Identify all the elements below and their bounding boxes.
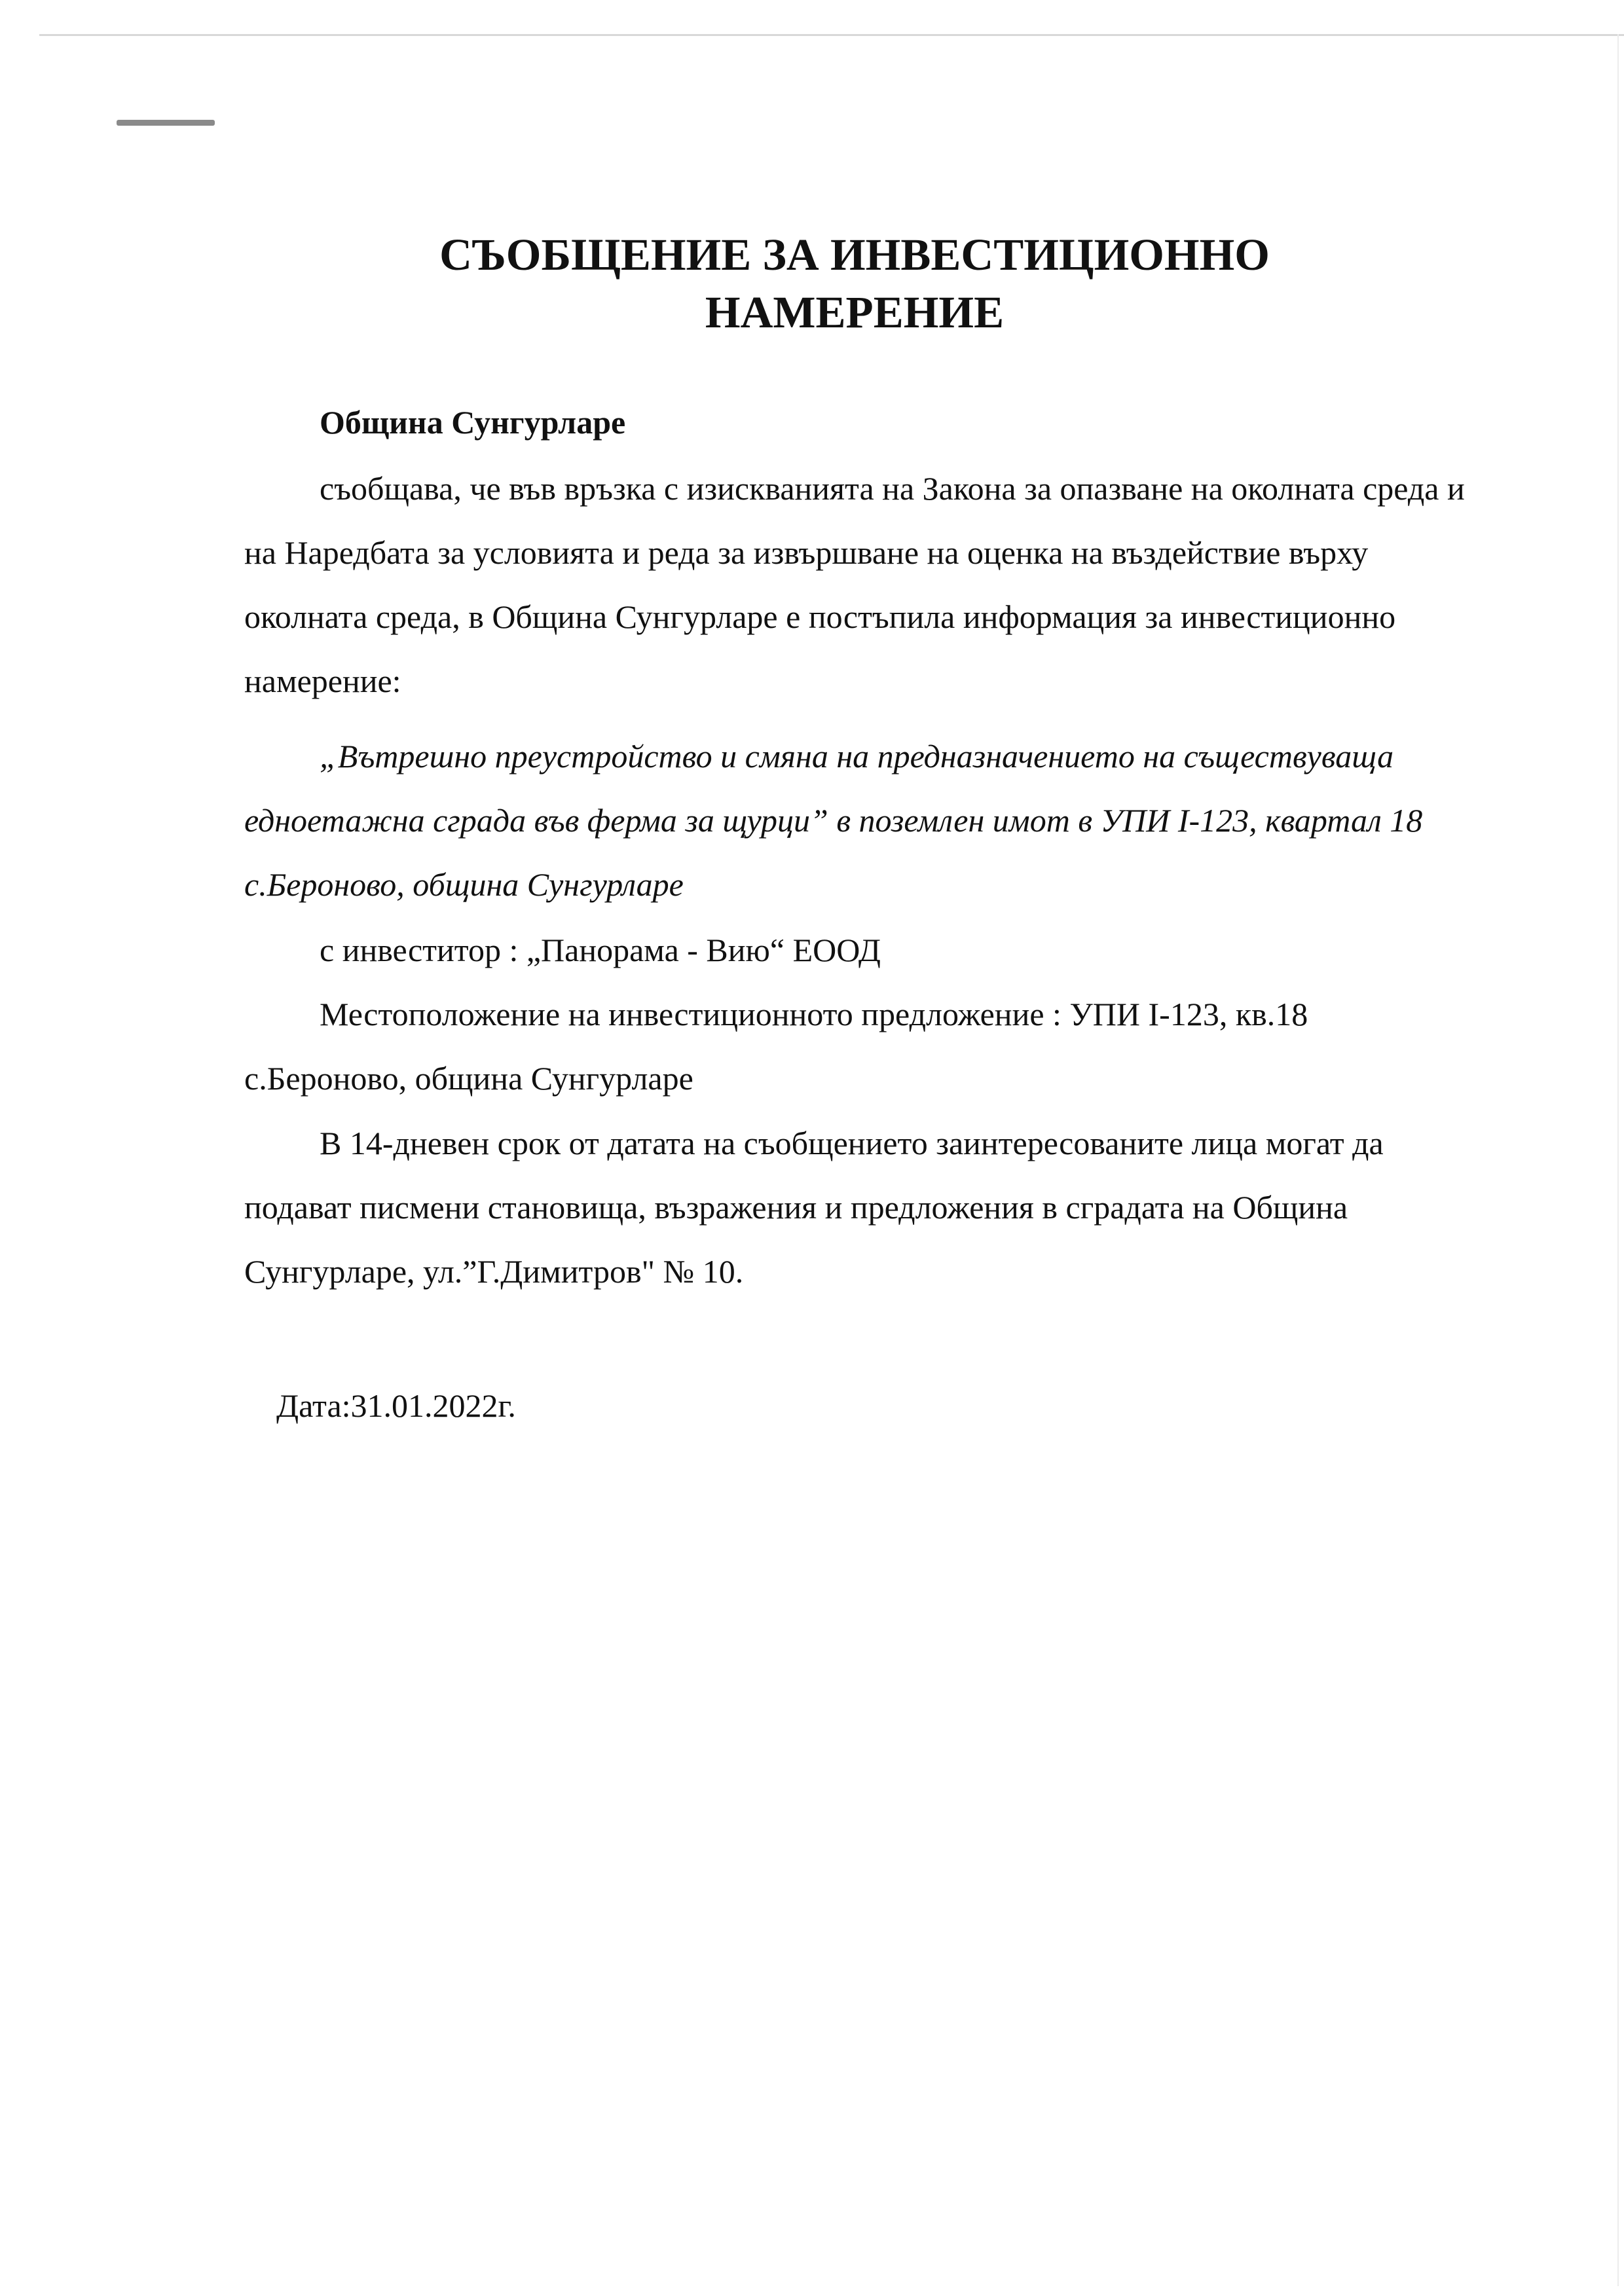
- staple-mark: [117, 120, 215, 126]
- scan-edge-right: [1617, 34, 1619, 2286]
- deadline-paragraph: В 14-дневен срок от датата на съобщението заинтересованите лица могат да подават писмени становища, възражения и предложения в сградата на Община Сунгурларе, ул.”Г.Димитров" № 10.: [244, 1125, 1384, 1290]
- scan-edge-top: [39, 34, 1624, 36]
- document-title: СЪОБЩЕНИЕ ЗА ИНВЕСТИЦИОННО НАМЕРЕНИЕ: [439, 230, 1270, 337]
- project-description: „Вътрешно преустройство и смяна на предназначението на съществуваща едноетажна сграда във ферма за щурци” в поземлен имот в УПИ I-123, квартал 18 с.Бероново, община Сунгурларе: [244, 738, 1423, 903]
- investor-line: с инвеститор : „Панорама - Вию“ ЕООД: [320, 932, 881, 968]
- document-date: Дата:31.01.2022г.: [276, 1387, 516, 1424]
- municipality-name: Община Сунгурларе: [320, 404, 626, 441]
- intro-paragraph: съобщава, че във връзка с изискванията на Закона за опазване на околната среда и на Наредбата за условията и реда за извършване на оценка на въздействие върху околната среда, в Община Сунгурларе е постъпила информация за инвестиционно намерение:: [244, 470, 1465, 699]
- location-paragraph: Местоположение на инвестиционното предложение : УПИ I-123, кв.18 с.Бероново, община Сунгурларе: [244, 996, 1308, 1097]
